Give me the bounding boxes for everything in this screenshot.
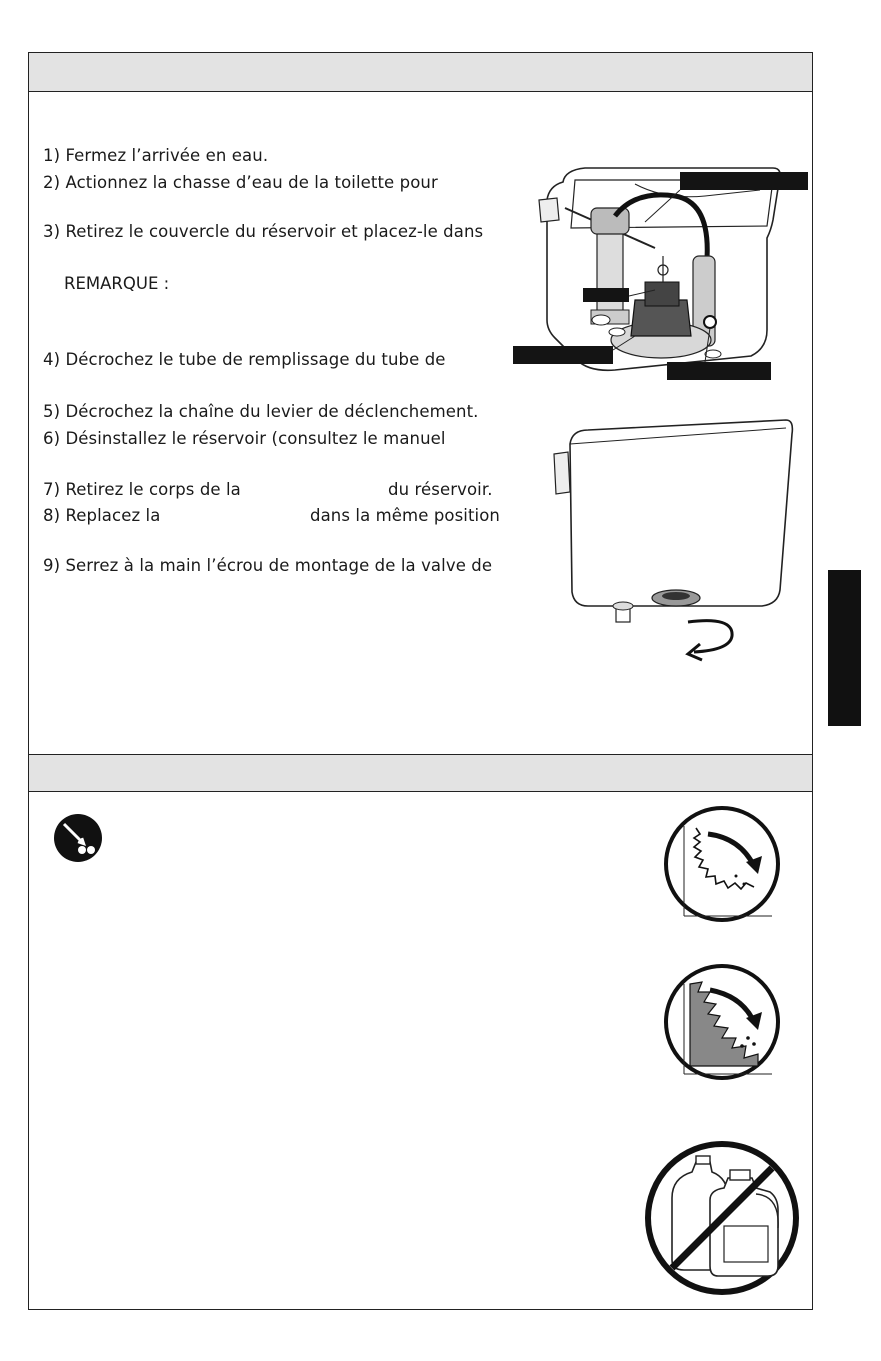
coarse-scratch-surface-icon [662, 962, 782, 1082]
step-9: 9) Serrez à la main l’écrou de montage de la valve de [43, 556, 493, 575]
step-6: 6) Désinstallez le réservoir (consultez le manuel [43, 429, 446, 448]
section-1-header-bar [28, 52, 813, 92]
fine-scratch-surface-icon [662, 804, 782, 924]
step-1: 1) Fermez l’arrivée en eau. [43, 146, 269, 165]
step-4: 4) Décrochez le tube de remplissage du tube de [43, 350, 446, 369]
step-5: 5) Décrochez la chaîne du levier de déclenchement. [43, 402, 479, 421]
side-tab [828, 570, 861, 726]
step-7-start: 7) Retirez le corps de la [43, 480, 241, 499]
no-chemical-cleaners-icon [644, 1138, 800, 1298]
step-8: 8) Replacez la [43, 506, 161, 525]
tank-interior-illustration [505, 160, 815, 400]
tank-exterior-illustration [548, 414, 808, 664]
section-2-header-bar [28, 754, 813, 792]
no-abrasive-cleaning-icon [52, 812, 104, 864]
note-label: REMARQUE : [64, 274, 170, 293]
step-3: 3) Retirez le couvercle du réservoir et placez-le dans [43, 222, 484, 241]
step-8-end: dans la même position [310, 506, 500, 525]
step-7-end: du réservoir. [388, 480, 493, 499]
step-2: 2) Actionnez la chasse d’eau de la toilette pour [43, 173, 438, 192]
